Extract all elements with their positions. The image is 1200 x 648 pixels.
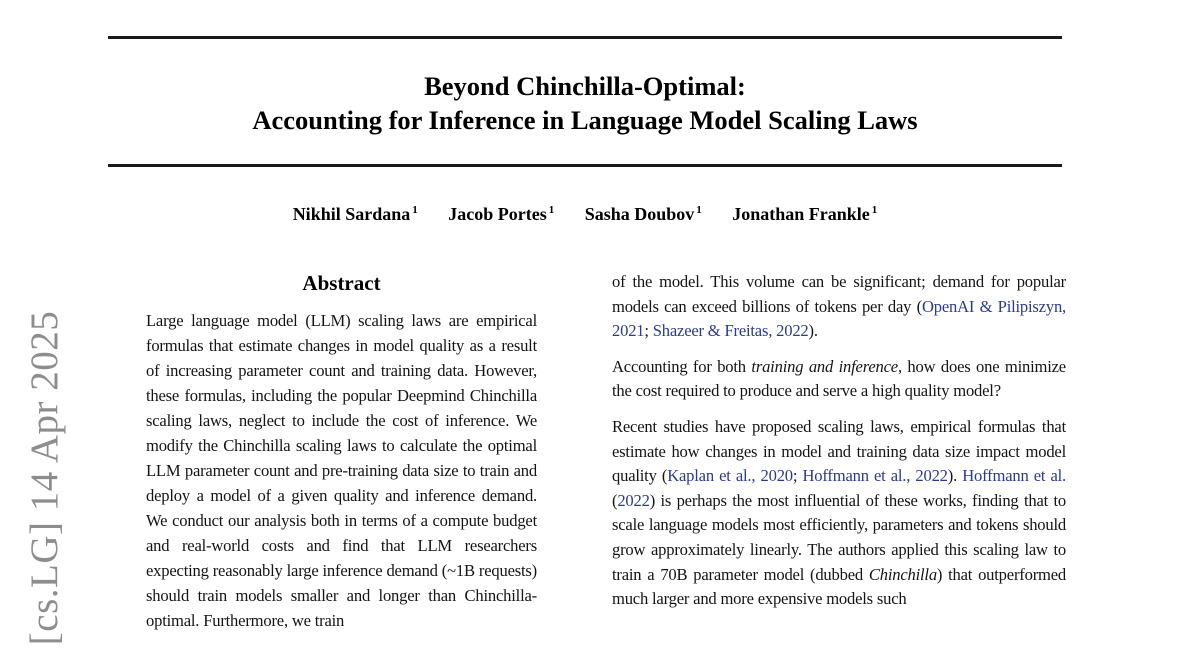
body-text: ). — [947, 466, 963, 486]
citation-link[interactable]: 2022 — [617, 490, 650, 510]
title-line-2: Accounting for Inference in Language Model Scaling Laws — [252, 105, 918, 135]
author — [585, 204, 702, 224]
top-rule — [108, 36, 1062, 39]
body-text: ( — [612, 490, 618, 510]
author-affiliation-sup: 1 — [548, 204, 555, 216]
body-text: Accounting for both — [612, 356, 752, 376]
abstract-section — [146, 271, 537, 633]
author-affiliation-sup: 1 — [412, 204, 418, 216]
mid-rule — [108, 164, 1062, 167]
body-text: of the model. This volume can be significant; demand for popular models can exceed billions of tokens per day ( — [612, 272, 1066, 316]
body-text: , how does one minimize the cost required to produce and serve a high quality model? — [612, 356, 1066, 401]
author-name: Jonathan Frankle — [732, 204, 870, 224]
abstract-body: Large language model (LLM) scaling laws are empirical formulas that estimate changes in model quality as a result of increasing parameter count and training data. However, these formulas, including the popular Deepmind Chinchilla scaling laws, neglect to include the cost of inference. We modify the Chinchilla scaling laws to calculate the optimal LLM parameter count and pre-training data size to train and deploy a model of a given quality and inference demand. We conduct our analysis both in terms of a compute budget and real-world costs and find that LLM researchers expecting reasonably large inference demand (~1B requests) should train models smaller and longer than Chinchilla-optimal. Furthermore, we train — [146, 311, 537, 630]
author-name: Jacob Portes — [448, 204, 547, 224]
author-affiliation-sup: 1 — [871, 204, 878, 216]
citation-link[interactable]: Hoffmann et al. — [962, 466, 1067, 486]
author — [448, 204, 554, 224]
body-text: ) that outperformed much larger and more expensive models such — [612, 564, 1066, 609]
author-line — [108, 204, 1062, 225]
arxiv-watermark: [cs.LG] 14 Apr 2025 — [23, 310, 66, 646]
abstract-heading: Abstract — [302, 271, 381, 295]
citation-link[interactable]: OpenAI & Pilipiszyn, 2021 — [612, 296, 1066, 341]
body-text: ) is perhaps the most influential of these works, finding that to scale language models most efficiently, parameters and tokens should grow approximately linearly. The authors applied this scaling law to train a 70B parameter model (dubbed — [612, 490, 1066, 584]
title-line-1: Beyond Chinchilla-Optimal: — [424, 71, 746, 101]
intro-column — [612, 270, 1066, 623]
emphasized-text: training and inference — [751, 356, 898, 376]
emphasized-text: Chinchilla — [868, 564, 937, 584]
paragraph-question — [612, 355, 1066, 404]
body-text: Recent studies have proposed scaling laws, empirical formulas that estimate how changes in model and training data size impact model quality ( — [612, 416, 1066, 486]
author-affiliation-sup: 1 — [696, 204, 702, 216]
author — [732, 204, 877, 224]
body-text: ; — [792, 466, 803, 486]
paragraph-scaling-laws — [612, 415, 1066, 612]
body-text: ). — [808, 321, 818, 341]
author-name: Nikhil Sardana — [292, 204, 411, 224]
paragraph-demand — [612, 270, 1066, 344]
author — [293, 204, 418, 224]
author-name: Sasha Doubov — [584, 204, 695, 224]
citation-link[interactable]: Kaplan et al., 2020 — [667, 466, 793, 486]
body-text: ; — [644, 321, 653, 341]
citation-link[interactable]: Hoffmann et al., 2022 — [802, 466, 948, 486]
citation-link[interactable]: Shazeer & Freitas, 2022 — [652, 321, 809, 341]
paper-title — [108, 69, 1062, 137]
